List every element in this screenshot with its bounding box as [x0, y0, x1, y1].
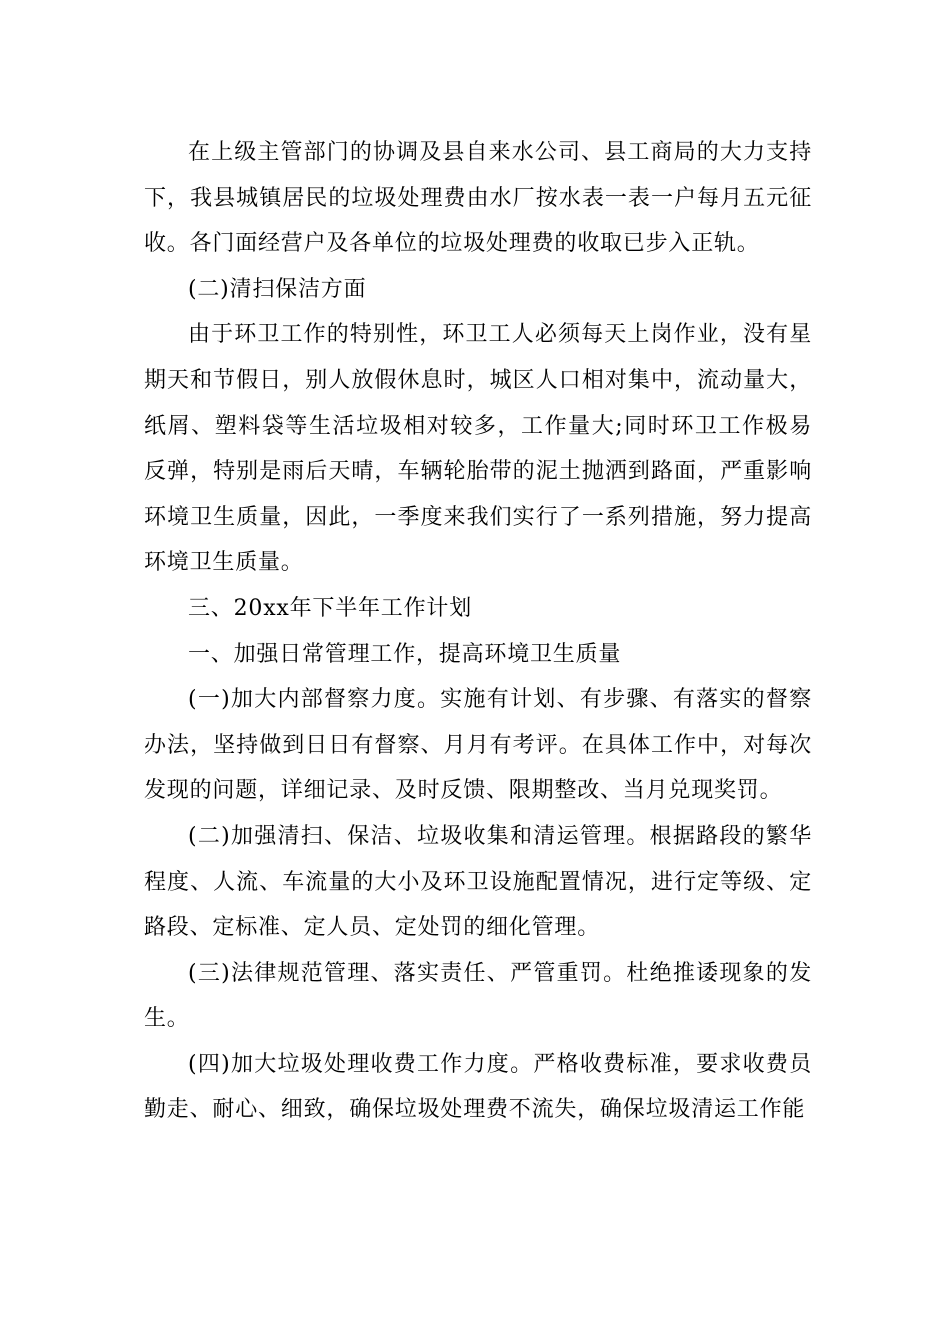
- paragraph-cleaning-management: (二)加强清扫、保洁、垃圾收集和清运管理。根据路段的繁华程度、人流、车流量的大小及环卫设施配置情况，进行定等级、定路段、定标准、定人员、定处罚的细化管理。: [144, 823, 812, 941]
- paragraph-legal-management: (三)法律规范管理、落实责任、严管重罚。杜绝推诿现象的发生。: [144, 960, 812, 1032]
- paragraph-fee-collection-effort: (四)加大垃圾处理收费工作力度。严格收费标准，要求收费员勤走、耐心、细致，确保垃圾处理费不流失，确保垃圾清运工作能: [144, 1051, 812, 1123]
- paragraph-garbage-fee-collection: 在上级主管部门的协调及县自来水公司、县工商局的大力支持下，我县城镇居民的垃圾处理费由水厂按水表一表一户每月五元征收。各门面经营户及各单位的垃圾处理费的收取已步入正轨。: [144, 140, 812, 257]
- paragraph-sanitation-challenges: 由于环卫工作的特别性，环卫工人必须每天上岗作业，没有星期天和节假日，别人放假休息时，城区人口相对集中，流动量大，纸屑、塑料袋等生活垃圾相对较多，工作量大;同时环卫工作极易反弹，特别是雨后天晴，车辆轮胎带的泥土抛洒到路面，严重影响环境卫生质量，因此，一季度来我们实行了一系列措施，努力提高环境卫生质量。: [144, 322, 812, 576]
- paragraph-internal-inspection: (一)加大内部督察力度。实施有计划、有步骤、有落实的督察办法，坚持做到日日有督察、月月有考评。在具体工作中，对每次发现的问题，详细记录、及时反馈、限期整改、当月兑现奖罚。: [144, 687, 812, 804]
- document-body: [144, 130, 812, 1133]
- heading-second-half-plan: 三、20xx年下半年工作计划: [188, 595, 473, 621]
- heading-daily-management: 一、加强日常管理工作，提高环境卫生质量: [188, 641, 622, 667]
- heading-cleaning-section: (二)清扫保洁方面: [188, 276, 367, 302]
